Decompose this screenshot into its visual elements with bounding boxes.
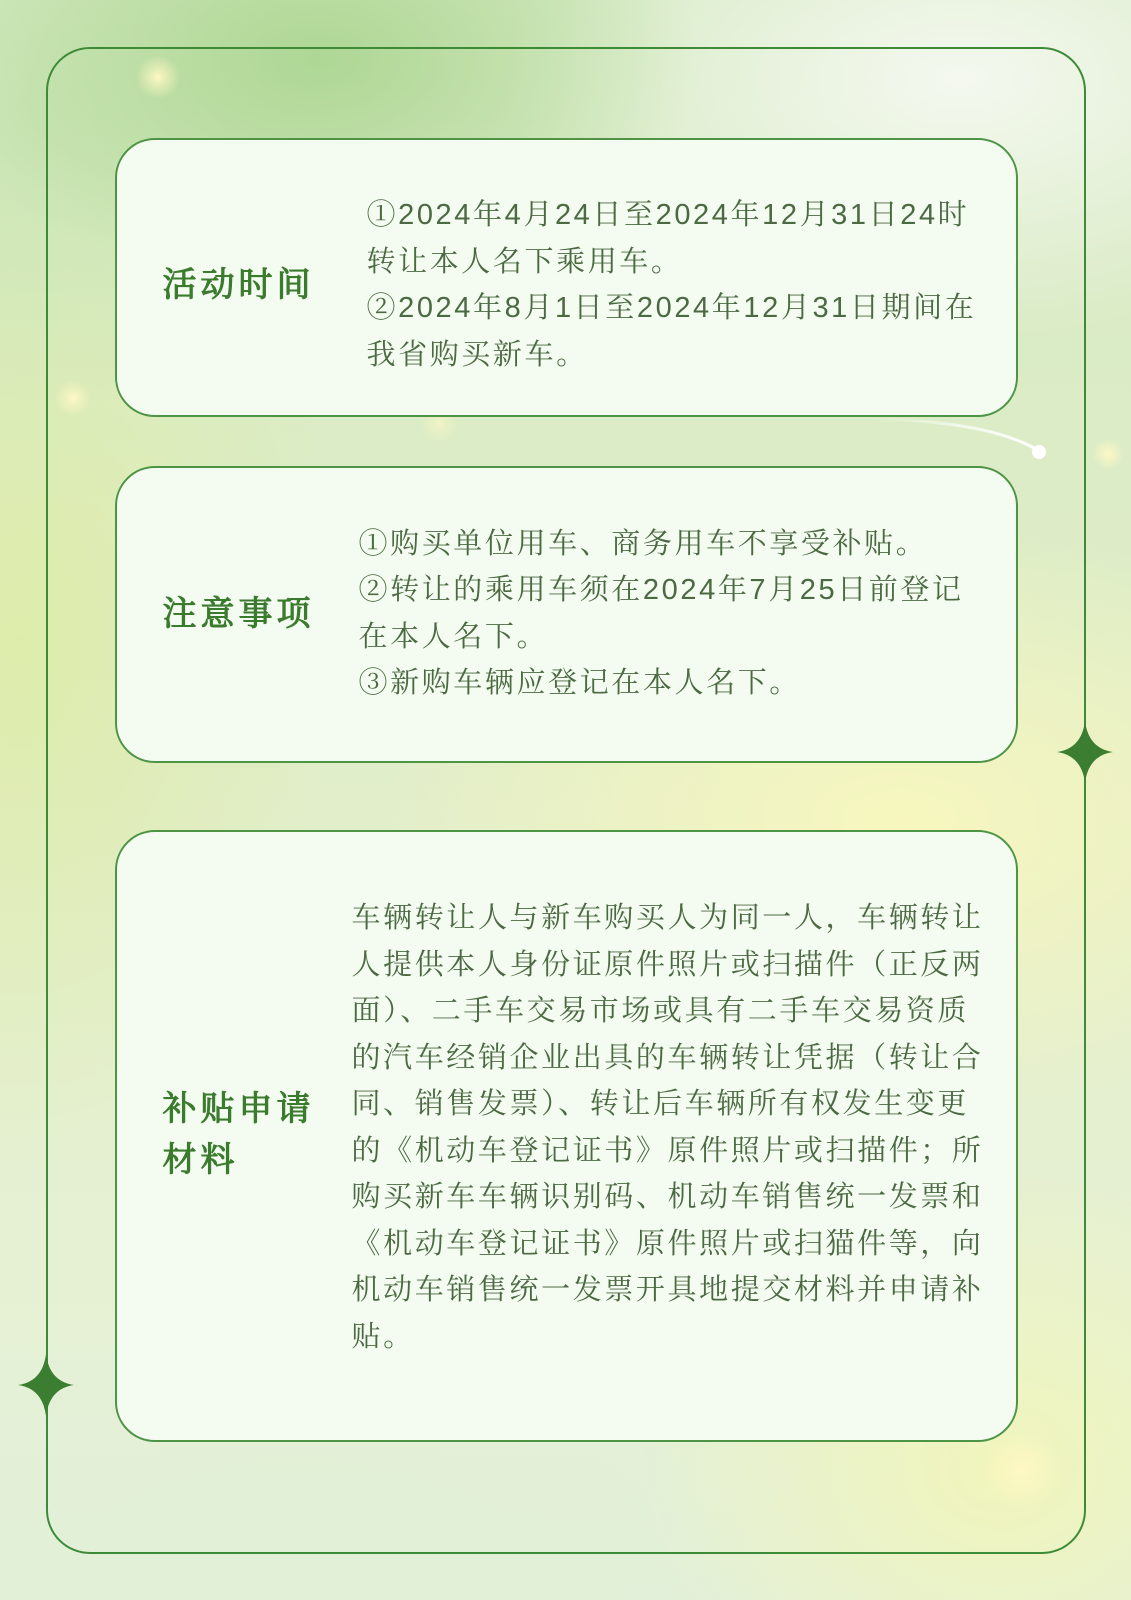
body-line: 在本人名下。 bbox=[358, 620, 549, 653]
section-card-application-materials bbox=[115, 830, 1018, 1442]
body-line: 转让本人名下乘用车。 bbox=[366, 245, 683, 278]
body-line: 的《机动车登记证书》原件照片或扫描件；所 bbox=[351, 1134, 984, 1167]
section-card-notes bbox=[115, 466, 1018, 763]
section-label-line: 材料 bbox=[162, 1141, 239, 1179]
body-line: 贴。 bbox=[351, 1320, 415, 1353]
body-line: 机动车销售统一发票开具地提交材料并申请补 bbox=[351, 1274, 984, 1307]
section-label-line: 活动时间 bbox=[162, 266, 315, 304]
body-line: ①2024年4月24日至2024年12月31日24时 bbox=[366, 199, 970, 232]
body-line: ①购买单位用车、商务用车不享受补贴。 bbox=[358, 527, 928, 560]
body-line: 人提供本人身份证原件照片或扫描件（正反两 bbox=[351, 948, 984, 981]
body-line: ②2024年8月1日至2024年12月31日期间在 bbox=[366, 292, 977, 325]
section-label bbox=[163, 589, 315, 640]
body-line: ③新购车辆应登记在本人名下。 bbox=[358, 667, 801, 700]
section-body bbox=[367, 192, 977, 378]
body-line: 《机动车登记证书》原件照片或扫猫件等，向 bbox=[351, 1227, 984, 1260]
body-line: 同、销售发票）、转让后车辆所有权发生变更 bbox=[351, 1088, 970, 1121]
section-label-line: 补贴申请 bbox=[162, 1090, 315, 1128]
section-label-line: 注意事项 bbox=[162, 594, 315, 633]
section-label bbox=[163, 1084, 315, 1186]
glow-dot-icon bbox=[1092, 438, 1124, 470]
body-line: 面）、二手车交易市场或具有二手车交易资质 bbox=[351, 995, 970, 1028]
section-body bbox=[352, 895, 984, 1360]
section-label bbox=[163, 260, 315, 311]
section-body bbox=[359, 521, 964, 707]
body-line: 我省购买新车。 bbox=[366, 338, 588, 371]
section-card-activity-time bbox=[115, 138, 1018, 417]
body-line: 的汽车经销企业出具的车辆转让凭据（转让合 bbox=[351, 1041, 984, 1074]
body-line: ②转让的乘用车须在2024年7月25日前登记 bbox=[358, 574, 964, 607]
body-line: 购买新车车辆识别码、机动车销售统一发票和 bbox=[351, 1181, 984, 1214]
body-line: 车辆转让人与新车购买人为同一人，车辆转让 bbox=[351, 902, 984, 935]
